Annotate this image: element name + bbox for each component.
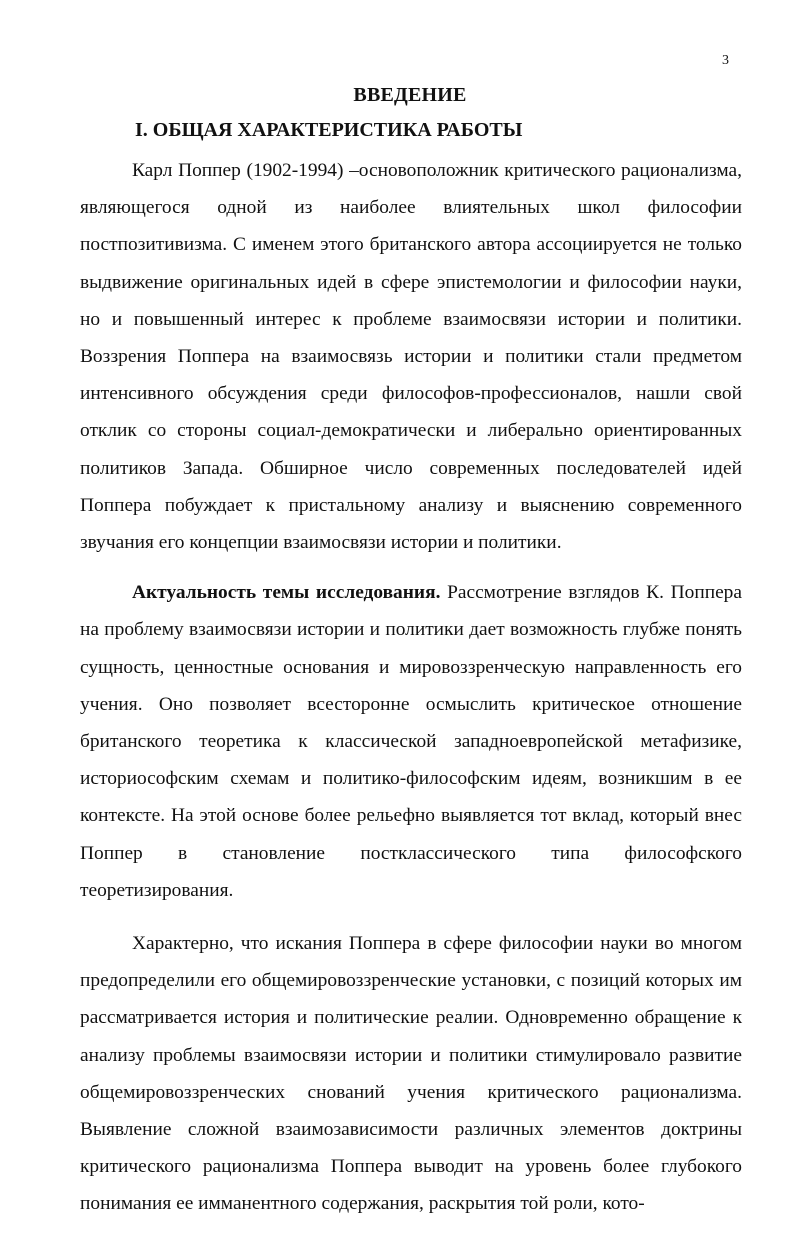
page-title: ВВЕДЕНИЕ bbox=[353, 84, 467, 106]
section-title: I. ОБЩАЯ ХАРАКТЕРИСТИКА РАБОТЫ bbox=[135, 119, 523, 141]
paragraph-text: Характерно, что искания Поппера в сфере философии науки во многом предопределили его общемировоззренческие установки, с позиций которых им рассматривается история и политические реалии. Одновременно обращение к анализу проблемы взаимосвязи истории и политики стимулировало развитие общемировоззренческих снований учения критического рационализма. Выявление сложной взаимозависимости различных элементов доктрины критического рационализма Поппера выводит на уровень более глубокого понимания ее имманентного содержания, раскрытия той роли, кото- bbox=[80, 933, 742, 1215]
paragraph-text: Карл Поппер (1902-1994) –основоположник критического рационализма, являющегося одной из наиболее влиятельных школ философии постпозитивизма. С именем этого британского автора ассоциируется не только выдвижение оригинальных идей в сфере эпистемологии и философии науки, но и повышенный интерес к проблеме взаимосвязи истории и политики. Воззрения Поппера на взаимосвязь истории и политики стали предметом интенсивного обсуждения среди философов-профессионалов, нашли свой отклик со стороны социал-демократически и либерально ориентированных политиков Запада. Обширное число современных последователей идей Поппера побуждает к пристальному анализу и выяснению современного звучания его концепции взаимосвязи истории и политики. bbox=[80, 160, 742, 554]
paragraph-intro bbox=[80, 152, 742, 561]
paragraph-characteristic bbox=[80, 925, 742, 1223]
paragraph-lead: Актуальность темы исследования. bbox=[132, 582, 441, 604]
body-text bbox=[80, 152, 742, 1223]
paragraph-relevance bbox=[80, 574, 742, 909]
paragraph-text: Рассмотрение взглядов К. Поппера на проблему взаимосвязи истории и политики дает возможность глубже понять сущность, ценностные основания и мировоззренческую направленность его учения. Оно позволяет всесторонне осмыслить критическое отношение британского теоретика к классической западноевропейской метафизике, историософским схемам и политико-философским идеям, возникшим в ее контексте. На этой основе более рельефно выявляется тот вклад, который внес Поппер в становление постклассического типа философского теоретизирования. bbox=[80, 582, 742, 901]
page-number: 3 bbox=[722, 53, 729, 68]
